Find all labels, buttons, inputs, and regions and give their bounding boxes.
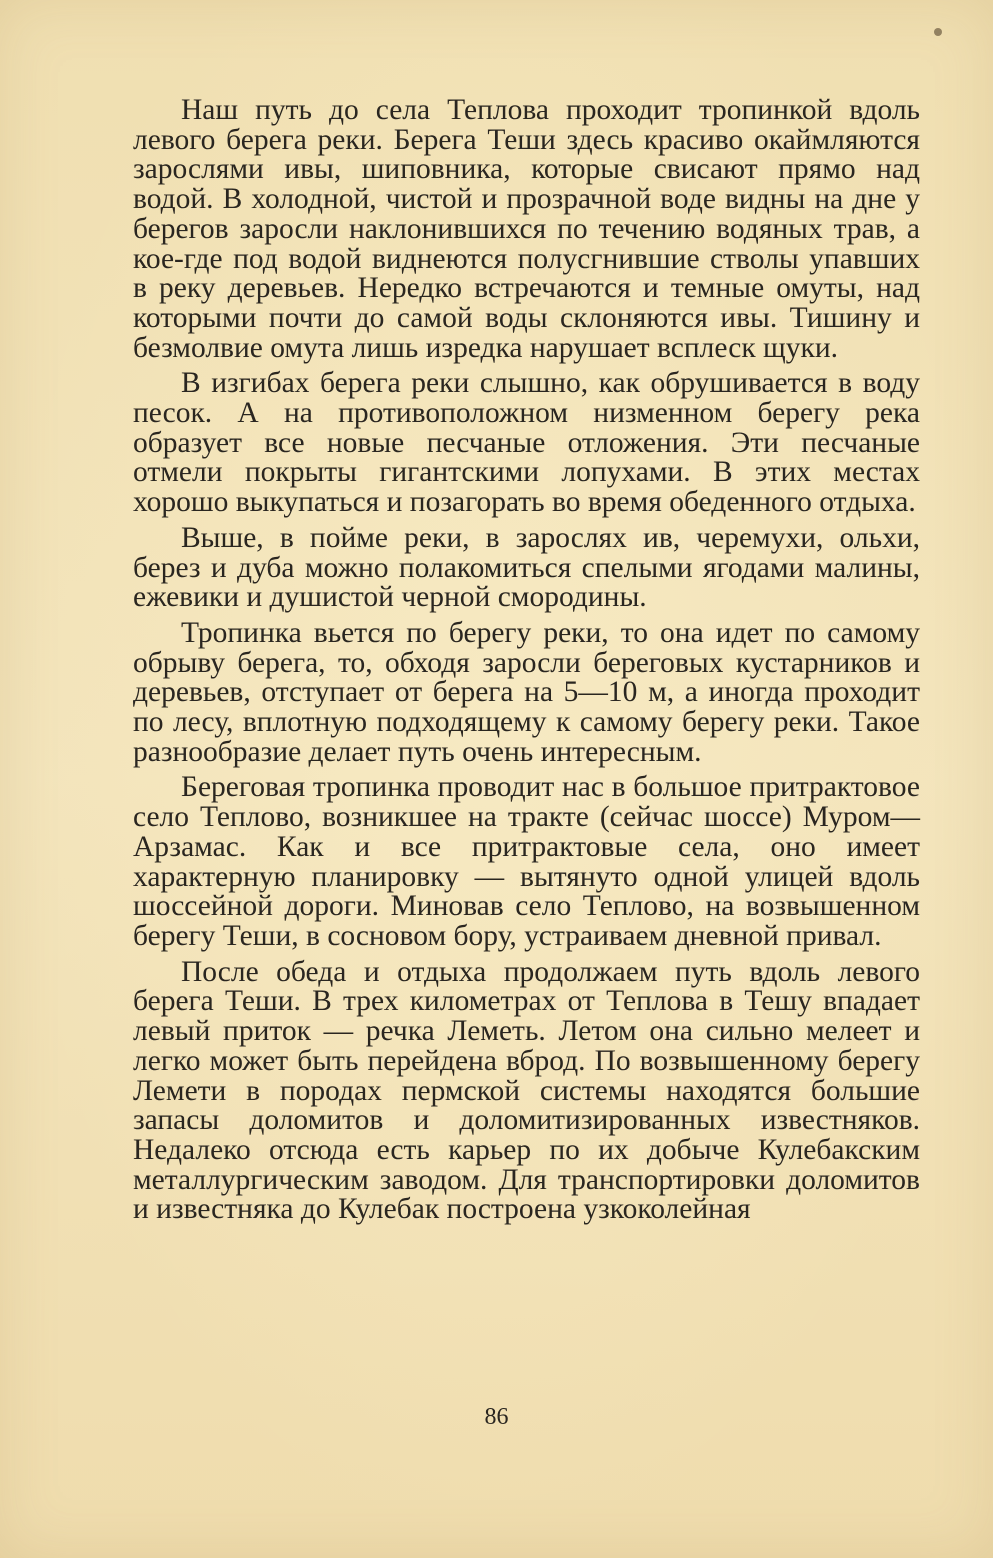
paragraph-3: Выше, в пойме реки, в зарослях ив, черемухи, ольхи, берез и дуба можно полакомиться спелыми ягодами малины, ежевики и душистой черной смородины. <box>133 521 920 614</box>
paragraph-6: После обеда и отдыха продолжаем путь вдоль левого берега Теши. В трех километрах от Теплова в Тешу впадает левый приток — речка Леметь. Летом она сильно мелеет и легко может быть перейдена вброд. По возвышенному берегу Лемети в породах пермской системы находятся большие запасы доломитов и доломитизированных известняков. Недалеко отсюда есть карьер по их добыче Кулебакским металлургическим заводом. Для транспортировки доломитов и известняка до Кулебак построена узкоколейная <box>133 955 920 1226</box>
paragraph-2: В изгибах берега реки слышно, как обрушивается в воду песок. А на противоположном низменном берегу река образует все новые песчаные отложения. Эти песчаные отмели покрыты гигантскими лопухами. В этих местах хорошо выкупаться и позагорать во время обеденного отдыха. <box>133 367 920 519</box>
paragraph-1: Наш путь до села Теплова проходит тропинкой вдоль левого берега реки. Берега Теши здесь красиво окаймляются зарослями ивы, шиповника, которые свисают прямо над водой. В холодной, чистой и прозрачной воде видны на дне у берегов заросли наклонившихся по течению водяных трав, а кое-где под водой виднеются полусгнившие стволы упавших в реку деревьев. Нередко встречаются и темные омуты, над которыми почти до самой воды склоняются ивы. Тишину и безмолвие омута лишь изредка нарушает всплеск щуки. <box>133 94 920 364</box>
ink-speck <box>934 28 942 36</box>
body-text <box>133 96 920 1231</box>
paragraph-4: Тропинка вьется по берегу реки, то она идет по самому обрыву берега, то, обходя заросли береговых кустарников и деревьев, отступает от берега на 5—10 м, а иногда проходит по лесу, вплотную подходящему к самому берегу реки. Такое разнообразие делает путь очень интересным. <box>133 616 920 768</box>
paragraph-5: Береговая тропинка проводит нас в большое притрактовое село Теплово, возникшее на тракте (сейчас шоссе) Муром—Арзамас. Как и все притрактовые села, оно имеет характерную планировку — вытянуто одной улицей вдоль шоссейной дороги. Миновав село Теплово, на возвышенном берегу Теши, в сосновом бору, устраиваем дневной привал. <box>133 771 920 952</box>
page-number: 86 <box>484 1404 509 1430</box>
